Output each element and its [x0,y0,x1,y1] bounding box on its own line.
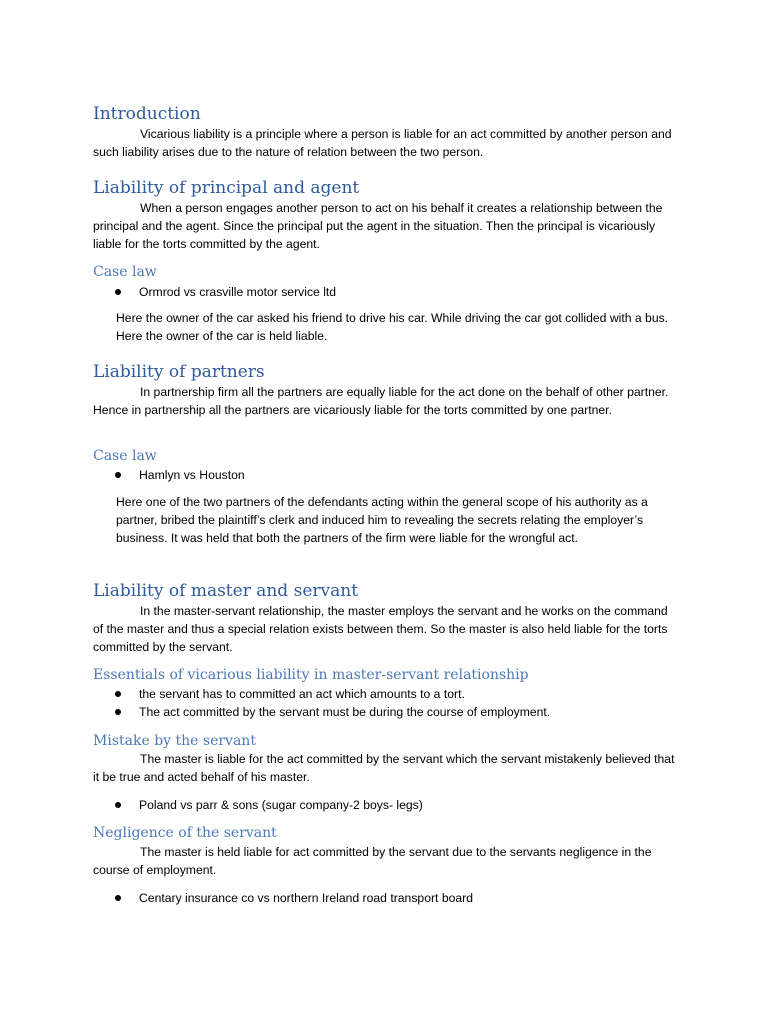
heading-mistake: Mistake by the servant [93,733,256,749]
paragraph-case-hamlyn: Here one of the two partners of the defendants acting within the general scope of his authority as a partner, bribed the plaintiff’s clerk and induced him to revealing the secrets relating the employer’s business. It was held that both the partners of the firm were liable for the wrongful act. [116,495,648,545]
essential-text: the servant has to committed an act which amounts to a tort. [139,687,465,701]
paragraph-mistake [93,750,678,786]
paragraph-master-servant [93,602,678,656]
paragraph-case-ormrod: Here the owner of the car asked his friend to drive his car. While driving the car got collided with a bus. Here the owner of the car is held liable. [116,311,669,343]
bullet-icon [115,472,121,478]
bullet-icon [115,691,121,697]
heading-essentials: Essentials of vicarious liability in master-servant relationship [93,667,529,683]
heading-principal-agent: Liability of principal and agent [93,178,360,198]
paragraph-partners-text: In partnership firm all the partners are equally liable for the act done on the behalf of other partner. Hence in partnership all the partners are vicariously liable for the torts committed by one partner. [93,385,669,417]
heading-case-law-1: Case law [93,264,157,280]
case-name: Centary insurance co vs northern Ireland road transport board [139,891,473,905]
heading-partners: Liability of partners [93,362,265,382]
heading-master-servant: Liability of master and servant [93,581,359,601]
paragraph-partners [93,383,678,419]
case-name: Ormrod vs crasville motor service ltd [139,285,337,299]
heading-negligence: Negligence of the servant [93,825,277,841]
heading-introduction: Introduction [93,104,201,124]
paragraph-introduction [93,125,678,161]
paragraph-negligence-text: The master is held liable for act committed by the servant due to the servants negligence in the course of employment. [93,845,652,877]
bullet-icon [115,895,121,901]
paragraph-introduction-text: Vicarious liability is a principle where a person is liable for an act committed by another person and such liability arises due to the nature of relation between the two person. [93,127,672,159]
paragraph-principal-agent [93,199,678,253]
paragraph-master-servant-text: In the master-servant relationship, the master employs the servant and he works on the command of the master and thus a special relation exists between them. So the master is also held liable for the torts committed by the servant. [93,604,668,654]
paragraph-principal-agent-text: When a person engages another person to act on his behalf it creates a relationship between the principal and the agent. Since the principal put the agent in the situation. Then the principal is vicariously liable for the torts committed by the agent. [93,201,663,251]
essential-text: The act committed by the servant must be during the course of employment. [139,705,551,719]
bullet-icon [115,289,121,295]
heading-case-law-2: Case law [93,448,157,464]
paragraph-negligence [93,843,678,879]
bullet-icon [115,709,121,715]
paragraph-mistake-text: The master is liable for the act committed by the servant which the servant mistakenly believed that it be true and acted behalf of his master. [93,752,675,784]
case-name: Hamlyn vs Houston [139,468,245,482]
case-name: Poland vs parr & sons (sugar company-2 boys- legs) [139,798,423,812]
bullet-icon [115,802,121,808]
